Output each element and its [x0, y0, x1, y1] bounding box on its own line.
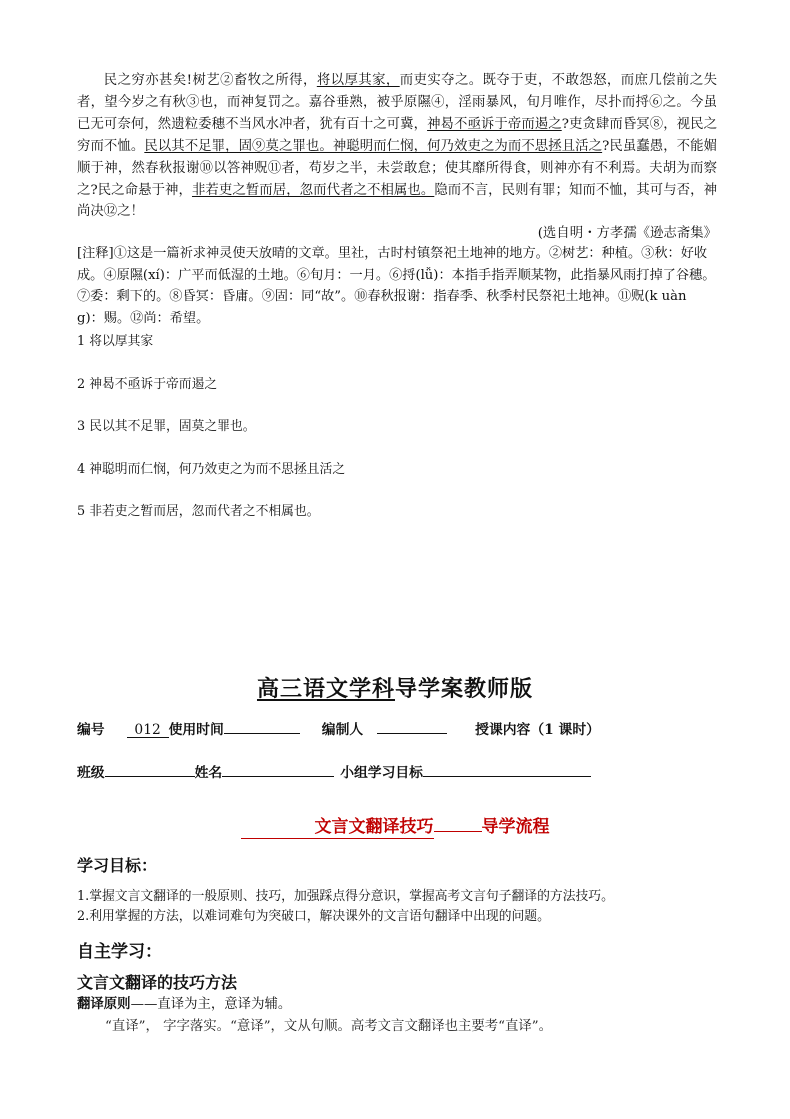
editor-field[interactable] [377, 718, 447, 734]
flow-underline [434, 817, 482, 832]
time-label: 使用时间 [168, 722, 224, 738]
info-row-2 [77, 761, 591, 781]
underlined-sentence-2: 神曷不亟诉于帝而遏之 [427, 116, 562, 132]
principle-text: ——直译为主，意译为辅。 [130, 997, 292, 1012]
group-goal-field[interactable] [423, 761, 591, 777]
question-item: 1 将以厚其家 [77, 334, 154, 349]
title-rest: 导学案教师版 [395, 676, 534, 702]
underlined-sentence-3: 民以其不足罪，固⑨莫之罪也。神聪明而仁悯，何乃效吏之为而不思拯且活之 [144, 138, 603, 154]
underlined-sentence-4: 非若吏之暂而居，忽而代者之不相属也。 [191, 182, 435, 198]
flow-heading [0, 812, 790, 839]
passage-source: (选自明・方孝孺《逊志斋集》 [537, 226, 717, 241]
question-item: 4 神聪明而仁悯，何乃效吏之为而不思拯且活之 [77, 462, 346, 477]
classical-passage [77, 70, 717, 223]
question-item: 2 神曷不亟诉于帝而遏之 [77, 377, 218, 392]
number-label: 编号 [77, 722, 105, 738]
title-subject: 高三语文学科 [256, 676, 395, 702]
principle-line [77, 993, 291, 1012]
name-label: 姓名 [194, 765, 223, 781]
question-item: 3 民以其不足罪，固莫之罪也。 [77, 419, 256, 434]
class-label: 班级 [77, 765, 105, 781]
goals-heading: 学习目标： [77, 856, 158, 875]
annotation-notes: [注释]①这是一篇祈求神灵使天放晴的文章。里社，古时村镇祭祀土地神的地方。②树艺：种植。③秋：好收成。④原隰(xí)：广平而低湿的土地。⑥旬月：一月。⑥捋(lǚ)：本指手指弄顺某物，此指暴风雨打掉了谷穗。⑦委：剩下的。⑧昏冥：昏庸。⑨固：同“故”。⑩春秋报谢：指春季、秋季村民祭祀土地神。⑪贶(k uàn g)：赐。⑫尚：希望。 [77, 246, 716, 326]
passage-text: ?民虽蠢愚，不能媚顺于神，然春秋报谢⑩以答神贶⑪者，苟岁之半，未尝敢怠；使其靡所得食，则神亦有不利焉。夫胡为而察之?民之命悬于神， [77, 138, 718, 198]
name-field[interactable] [222, 761, 334, 777]
underlined-sentence-1: 将以厚其家， [316, 73, 400, 88]
goals-list [77, 887, 614, 927]
principle-label: 翻译原则 [77, 996, 131, 1012]
flow-topic: 文言文翻译技巧 [241, 812, 434, 839]
passage-text: 而吏实夺之。既夺于吏，不敢怨怒，而庶几偿前之失者，望今岁之有秋③也，而神复罚之。嘉谷垂熟，被乎原隰④，淫雨暴风，旬月唯作，尽扑而捋⑥之。今虽已无可奈何，然遗粒委穗不当风水冲者，犹有百十之可冀， [77, 73, 717, 132]
flow-suffix: 导学流程 [481, 817, 550, 837]
method-heading: 文言文翻译的技巧方法 [77, 973, 238, 992]
question-item: 5 非若吏之暂而居，忽而代者之不相属也。 [77, 504, 320, 519]
passage-text: 民之穷亦甚矣!树艺②畜牧之所得， [103, 73, 317, 88]
editor-label: 编制人 [321, 722, 364, 738]
goal-item: 2.利用掌握的方法，以难词难句为突破口，解决课外的文言语句翻译中出现的问题。 [77, 909, 550, 924]
time-field[interactable] [224, 718, 300, 734]
content-label: 授课内容（1 课时） [475, 722, 600, 738]
passage-text: ?吏贪肆而昏冥⑧，视民之穷而不恤。 [77, 116, 718, 154]
passage-text: 隐而不言，民则有罪；知而不恤，其可与否，神尚决⑫之！ [77, 182, 717, 220]
self-study-heading: 自主学习： [77, 942, 162, 962]
number-value: 012 [127, 722, 169, 738]
goal-item: 1.掌握文言文翻译的一般原则、技巧，加强踩点得分意识，掌握高考文言句子翻译的方法技巧。 [77, 889, 614, 904]
group-goal-label: 小组学习目标 [340, 765, 423, 781]
page-title [0, 672, 790, 703]
class-field[interactable] [105, 761, 195, 777]
info-row-1 [77, 718, 600, 738]
literal-translation-note: “直译”， 字字落实。“意译”，文从句顺。高考文言文翻译也主要考“直译”。 [105, 1019, 553, 1034]
